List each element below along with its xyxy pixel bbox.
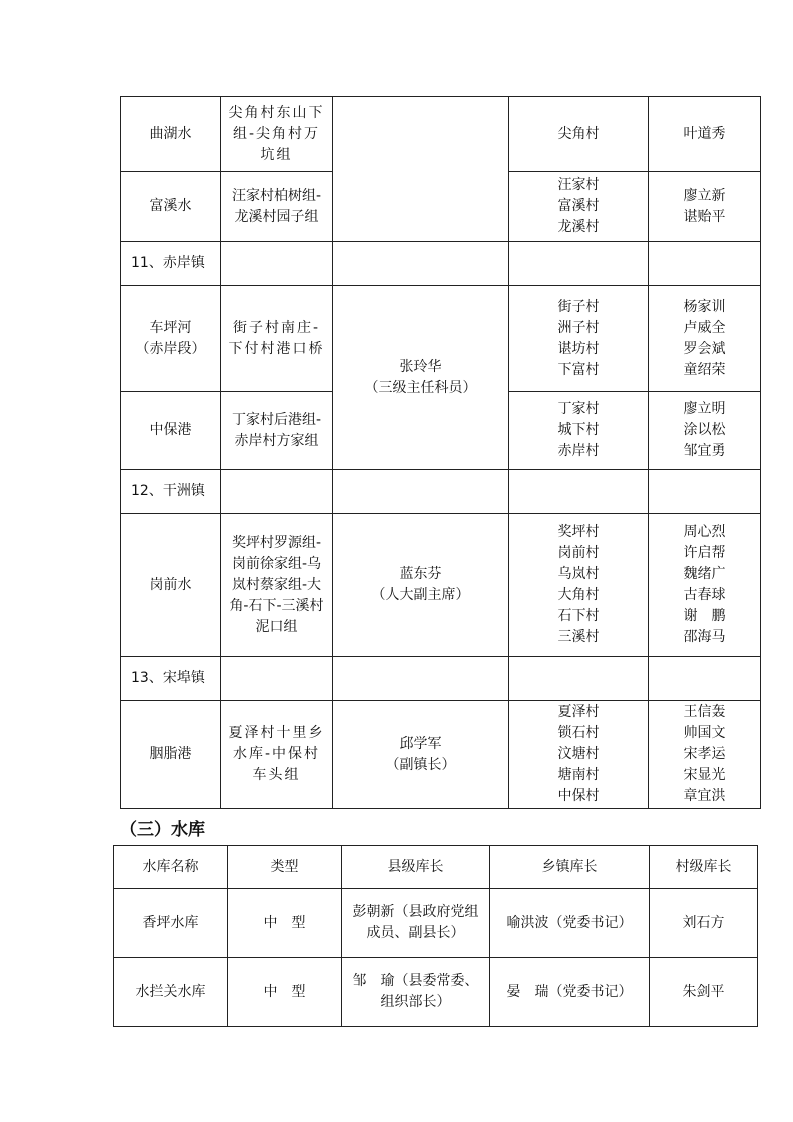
town-row xyxy=(121,470,761,514)
river-name: 中保港 xyxy=(121,392,221,470)
column-header: 类型 xyxy=(228,846,342,889)
river-chief-table xyxy=(120,96,761,809)
village-chief-list: 王信轰 帅国文 宋孝运 宋显光 章宜洪 xyxy=(649,701,761,809)
river-range: 夏泽村十里乡水库-中保村车头组 xyxy=(221,701,333,809)
section-title: （三）水库 xyxy=(120,820,205,840)
town-row xyxy=(121,242,761,286)
town-leader-cell: 张玲华 （三级主任科员） xyxy=(333,286,509,470)
village-list: 街子村 洲子村 谌坊村 下富村 xyxy=(509,286,649,392)
reservoir-name: 香坪水库 xyxy=(114,889,228,958)
village-chief-list: 杨家训 卢威全 罗会斌 童绍荣 xyxy=(649,286,761,392)
table-row xyxy=(121,701,761,809)
county-chief: 邹 瑜（县委常委、组织部长） xyxy=(342,958,490,1027)
village-list: 奖坪村 岗前村 乌岚村 大角村 石下村 三溪村 xyxy=(509,514,649,657)
river-range: 奖坪村罗源组-岗前徐家组-乌岚村蔡家组-大角-石下-三溪村泥口组 xyxy=(221,514,333,657)
village-chief: 刘石方 xyxy=(650,889,758,958)
village-list: 尖角村 xyxy=(509,97,649,172)
town-chief: 喻洪波（党委书记） xyxy=(490,889,650,958)
village-list: 丁家村 城下村 赤岸村 xyxy=(509,392,649,470)
town-chief: 晏 瑞（党委书记） xyxy=(490,958,650,1027)
table-row xyxy=(114,958,758,1027)
town-leader-cell: 邱学军 （副镇长） xyxy=(333,701,509,809)
river-name: 岗前水 xyxy=(121,514,221,657)
town-name: 11、赤岸镇 xyxy=(121,242,221,286)
town-leader-cell: 蓝东芬 （人大副主席） xyxy=(333,514,509,657)
river-name: 胭脂港 xyxy=(121,701,221,809)
reservoir-name: 水拦关水库 xyxy=(114,958,228,1027)
table-row xyxy=(121,286,761,392)
reservoir-type: 中 型 xyxy=(228,889,342,958)
river-range: 尖角村东山下组-尖角村万坑组 xyxy=(221,97,333,172)
column-header: 县级库长 xyxy=(342,846,490,889)
village-chief-list: 周心烈 许启帮 魏绪广 古春球 谢 鹏 邵海马 xyxy=(649,514,761,657)
village-chief-list: 廖立新 谌贻平 xyxy=(649,172,761,242)
river-name: 车坪河 （赤岸段） xyxy=(121,286,221,392)
river-range: 丁家村后港组-赤岸村方家组 xyxy=(221,392,333,470)
town-leader-cell xyxy=(333,97,509,242)
table-row xyxy=(114,889,758,958)
column-header: 村级库长 xyxy=(650,846,758,889)
village-chief: 朱剑平 xyxy=(650,958,758,1027)
village-chief-list: 叶道秀 xyxy=(649,97,761,172)
county-chief: 彭朝新（县政府党组成员、副县长） xyxy=(342,889,490,958)
village-list: 夏泽村 锁石村 汶塘村 塘南村 中保村 xyxy=(509,701,649,809)
table-row xyxy=(121,97,761,172)
table-row xyxy=(121,514,761,657)
village-chief-list: 廖立明 涂以松 邹宜勇 xyxy=(649,392,761,470)
column-header: 水库名称 xyxy=(114,846,228,889)
river-range: 汪家村柏树组-龙溪村园子组 xyxy=(221,172,333,242)
reservoir-type: 中 型 xyxy=(228,958,342,1027)
column-header: 乡镇库长 xyxy=(490,846,650,889)
town-name: 12、干洲镇 xyxy=(121,470,221,514)
river-name: 曲湖水 xyxy=(121,97,221,172)
river-name: 富溪水 xyxy=(121,172,221,242)
reservoir-table xyxy=(113,845,758,1027)
village-list: 汪家村 富溪村 龙溪村 xyxy=(509,172,649,242)
town-row xyxy=(121,657,761,701)
table-header-row xyxy=(114,846,758,889)
river-range: 街子村南庄-下付村港口桥 xyxy=(221,286,333,392)
town-name: 13、宋埠镇 xyxy=(121,657,221,701)
